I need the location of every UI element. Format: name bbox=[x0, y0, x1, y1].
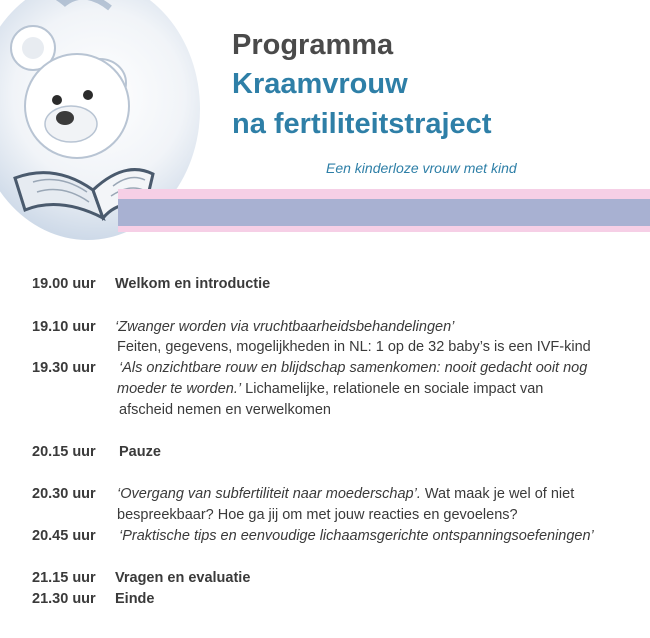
agenda-time: 21.15 uur bbox=[32, 570, 96, 586]
agenda-item-text: Wat maak je wel of niet bbox=[424, 486, 575, 502]
agenda-item-quote-end: moeder te worden.’ bbox=[117, 381, 242, 397]
agenda-item-quote: ‘Zwanger worden via vruchtbaarheidsbehandelingen’ bbox=[115, 319, 455, 335]
agenda-item-quote: ‘Praktische tips en eenvoudige lichaamsgerichte ontspanningsoefeningen’ bbox=[119, 528, 594, 544]
title-line-2: Kraamvrouw bbox=[232, 68, 408, 100]
agenda-item-text: Feiten, gegevens, mogelijkheden in NL: 1 op de 32 baby’s is een IVF-kind bbox=[117, 339, 591, 355]
agenda-time: 19.00 uur bbox=[32, 276, 96, 292]
agenda-item-title: Pauze bbox=[119, 444, 161, 460]
agenda-item-quote: ‘Als onzichtbare rouw en blijdschap samenkomen: nooit gedacht ooit nog bbox=[119, 360, 588, 376]
agenda-item-text: bespreekbaar? Hoe ga jij om met jouw reacties en gevoelens? bbox=[117, 507, 518, 523]
agenda-item-text-line bbox=[117, 379, 543, 400]
title-line-3: na fertiliteitstraject bbox=[232, 108, 492, 140]
subtitle: Een kinderloze vrouw met kind bbox=[326, 160, 517, 176]
agenda-item-title: Vragen en evaluatie bbox=[115, 570, 251, 586]
agenda-item-text: afscheid nemen en verwelkomen bbox=[119, 402, 331, 418]
agenda-item-quote: ‘Overgang van subfertiliteit naar moederschap’. bbox=[117, 486, 421, 502]
agenda-item-title: Einde bbox=[115, 591, 155, 607]
agenda-time: 20.45 uur bbox=[32, 528, 96, 544]
agenda-time: 20.30 uur bbox=[32, 486, 96, 502]
agenda-time: 21.30 uur bbox=[32, 591, 96, 607]
agenda-time: 19.10 uur bbox=[32, 319, 96, 335]
agenda-item-text-line bbox=[117, 484, 574, 505]
agenda-time: 20.15 uur bbox=[32, 444, 96, 460]
agenda-time: 19.30 uur bbox=[32, 360, 96, 376]
title-line-1: Programma bbox=[232, 29, 394, 61]
agenda-item-text: Lichamelijke, relationele en sociale impact van bbox=[245, 381, 544, 397]
agenda-item-title: Welkom en introductie bbox=[115, 276, 271, 292]
